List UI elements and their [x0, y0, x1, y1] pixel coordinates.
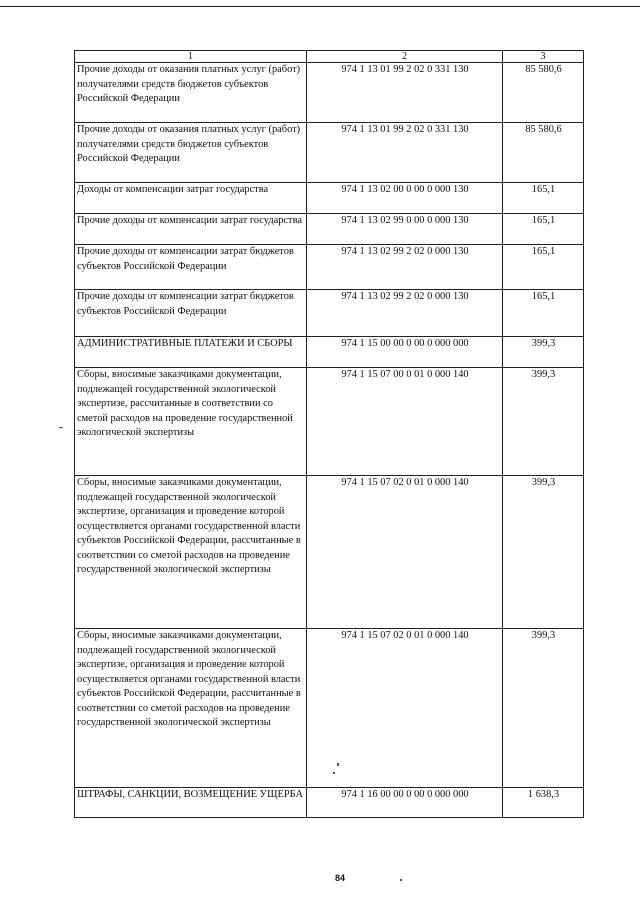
- row-name: Сборы, вносимые заказчиками документации, подлежащей государственной экологической экспертизе, рассчитанные в соответствии со сметой расходов на проведение государственной экологической экспертизы: [75, 368, 307, 476]
- row-value: 85 580,6: [503, 63, 584, 123]
- top-rule: [0, 6, 640, 7]
- table-row: [75, 290, 584, 337]
- row-value: 165,1: [503, 245, 584, 290]
- table-row: [75, 788, 584, 818]
- row-value: 165,1: [503, 183, 584, 214]
- table-row: [75, 123, 584, 183]
- row-code: 974 1 15 07 02 0 01 0 000 140: [307, 629, 503, 788]
- table-row: [75, 183, 584, 214]
- row-value: 399,3: [503, 337, 584, 368]
- budget-revenue-table: [74, 50, 584, 818]
- table-row: [75, 476, 584, 629]
- table-row: [75, 63, 584, 123]
- table-header-row: [75, 51, 584, 63]
- table-row: [75, 337, 584, 368]
- row-value: 165,1: [503, 214, 584, 245]
- row-name-section: АДМИНИСТРАТИВНЫЕ ПЛАТЕЖИ И СБОРЫ: [75, 337, 307, 368]
- row-name: Прочие доходы от оказания платных услуг (работ) получателями средств бюджетов субъектов Российской Федерации: [75, 123, 307, 183]
- header-col-2: 2: [307, 51, 503, 63]
- row-name: Прочие доходы от оказания платных услуг (работ) получателями средств бюджетов субъектов Российской Федерации: [75, 63, 307, 123]
- row-value: 85 580,6: [503, 123, 584, 183]
- table-row: [75, 214, 584, 245]
- row-code: 974 1 13 02 00 0 00 0 000 130: [307, 183, 503, 214]
- header-col-1: 1: [75, 51, 307, 63]
- page-number: 84: [334, 873, 345, 883]
- table-row: [75, 629, 584, 788]
- row-name: Прочие доходы от компенсации затрат бюджетов субъектов Российской Федерации: [75, 290, 307, 337]
- row-name-section: ШТРАФЫ, САНКЦИИ, ВОЗМЕЩЕНИЕ УЩЕРБА: [75, 788, 307, 818]
- row-value: 399,3: [503, 368, 584, 476]
- row-value: 399,3: [503, 476, 584, 629]
- row-code: 974 1 13 01 99 2 02 0 331 130: [307, 123, 503, 183]
- row-code: 974 1 15 07 02 0 01 0 000 140: [307, 476, 503, 629]
- scan-speck: [333, 772, 335, 774]
- row-code: 974 1 16 00 00 0 00 0 000 000: [307, 788, 503, 818]
- row-value: 399,3: [503, 629, 584, 788]
- scan-speck: [59, 427, 63, 428]
- row-name: Сборы, вносимые заказчиками документации, подлежащей государственной экологической экспертизе, организация и проведение которой осуществляется органами государственной власти субъектов Российской Федерации, рассчитанные в соответствии со сметой расходов на проведение государственной экологической экспертизы: [75, 629, 307, 788]
- row-code: 974 1 13 02 99 2 02 0 000 130: [307, 245, 503, 290]
- row-value: 1 638,3: [503, 788, 584, 818]
- row-code: 974 1 13 02 99 2 02 0 000 130: [307, 290, 503, 337]
- row-name: Сборы, вносимые заказчиками документации, подлежащей государственной экологической экспертизе, организация и проведение которой осуществляется органами государственной власти субъектов Российской Федерации, рассчитанные в соответствии со сметой расходов на проведение государственной экологической экспертизы: [75, 476, 307, 629]
- row-code: 974 1 15 07 00 0 01 0 000 140: [307, 368, 503, 476]
- row-name: Доходы от компенсации затрат государства: [75, 183, 307, 214]
- header-col-3: 3: [503, 51, 584, 63]
- row-code: 974 1 13 01 99 2 02 0 331 130: [307, 63, 503, 123]
- row-code: 974 1 15 00 00 0 00 0 000 000: [307, 337, 503, 368]
- row-value: 165,1: [503, 290, 584, 337]
- scan-speck: [337, 763, 339, 766]
- table-row: [75, 368, 584, 476]
- row-code: 974 1 13 02 99 0 00 0 000 130: [307, 214, 503, 245]
- table-row: [75, 245, 584, 290]
- row-name: Прочие доходы от компенсации затрат государства: [75, 214, 307, 245]
- scan-speck: [400, 879, 402, 881]
- row-name: Прочие доходы от компенсации затрат бюджетов субъектов Российской Федерации: [75, 245, 307, 290]
